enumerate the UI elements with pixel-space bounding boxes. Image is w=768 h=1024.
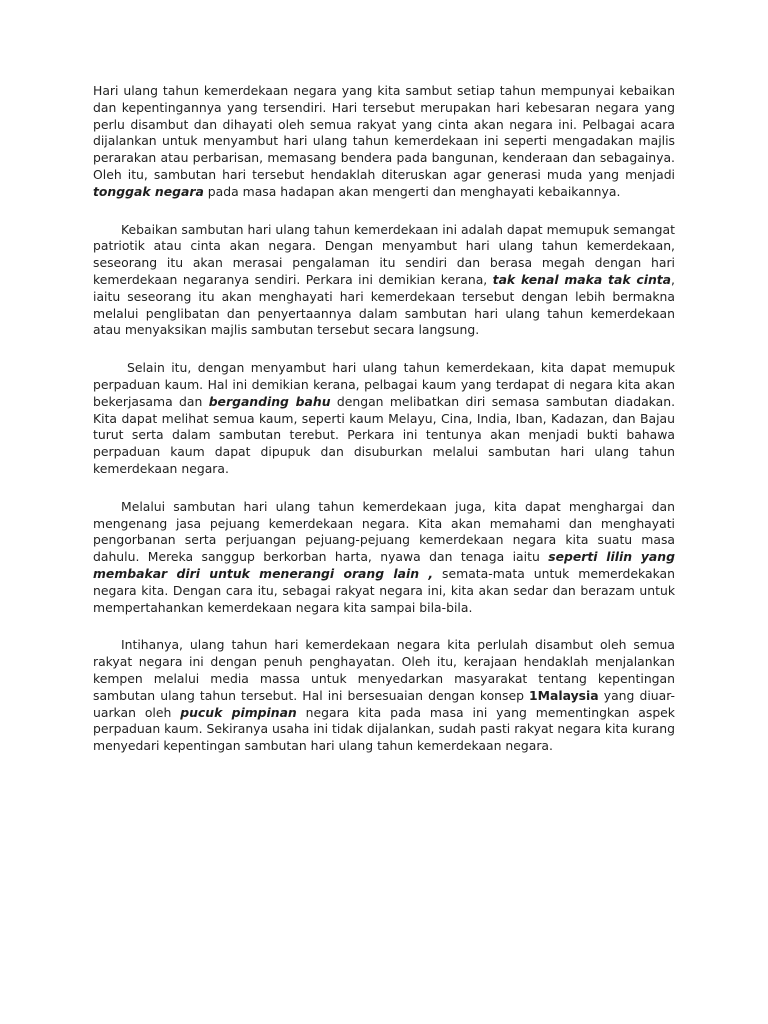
paragraph-point-unity [93,360,675,478]
paragraph-text: Hari ulang tahun kemerdekaan negara yang kita sambut setiap tahun mempunyai kebaikan dan kepentingannya yang tersendiri. Hari tersebut merupakan hari kebesaran negara yang perlu disambut dan dihayati oleh semua rakyat yang cinta akan negara ini. Pelbagai acara dijalankan untuk menyambut hari ulang tahun kemerdekaan ini seperti mengadakan majlis perarakan atau perbarisan, memasang bendera pada bangunan, kenderaan dan sebagainya. Oleh itu, sambutan hari tersebut hendaklah diteruskan agar generasi muda yang menjadi [93,83,675,182]
paragraph-text: Intihanya, ulang tahun hari kemerdekaan negara kita perlulah disambut oleh semua rakyat negara ini dengan penuh penghayatan. Oleh itu, kerajaan hendaklah menjalankan kempen melalui media massa untuk menyedarkan masyarakat tentang kepentingan sambutan ulang tahun tersebut. Hal ini bersesuaian dengan konsep [93,637,675,703]
paragraph-text: Melalui sambutan hari ulang tahun kemerdekaan juga, kita dapat menghargai dan mengenang jasa pejuang kemerdekaan negara. Kita akan memahami dan menghayati pengorbanan serta perjuangan pejuang-pejuang kemerdekaan negara kita suatu masa dahulu. Mereka sanggup berkorban harta, nyawa dan tenaga iaitu [93,498,675,565]
paragraph-conclusion [93,637,675,755]
paragraph-point-heroes [93,499,675,617]
paragraph-introduction [93,83,675,201]
emphasis-phrase: seperti lilin yang membakar diri untuk menerangi orang lain , [93,549,675,581]
paragraph-text: negara kita pada masa ini yang mementingkan aspek perpaduan kaum. Sekiranya usaha ini tidak dijalankan, sudah pasti rakyat negara kita kurang menyedari kepentingan sambutan hari ulang tahun kemerdekaan negara. [93,704,675,754]
bold-term: 1Malaysia [529,687,599,703]
paragraph-text: pada masa hadapan akan mengerti dan menghayati kebaikannya. [203,183,621,199]
paragraph-text: semata-mata untuk memerdekakan negara kita. Dengan cara itu, sebagai rakyat negara ini, kita akan sedar dan berazam untuk mempertahankan kemerdekaan negara kita sampai bila-bila. [93,565,675,615]
emphasis-phrase: pucuk pimpinan [180,704,297,720]
paragraph-point-patriotism [93,222,675,340]
paragraph-text: dengan melibatkan diri semasa sambutan diadakan. Kita dapat melihat semua kaum, seperti kaum Melayu, Cina, India, Iban, Kadazan, dan Bajau turut serta dalam sambutan terebut. Perkara ini tentunya akan menjadi bukti bahawa perpaduan kaum dapat dipupuk dan disuburkan melalui sambutan hari ulang tahun kemerdekaan negara. [93,393,676,476]
emphasis-phrase: tak kenal maka tak cinta [492,271,672,287]
paragraph-text: Kebaikan sambutan hari ulang tahun kemerdekaan ini adalah dapat memupuk semangat patriotik atau cinta akan negara. Dengan menyambut hari ulang tahun kemerdekaan, seseorang itu akan merasai pengalaman itu sendiri dan berasa megah dengan hari kemerdekaan negaranya sendiri. Perkara ini demikian kerana, [93,221,675,287]
paragraph-text: , iaitu seseorang itu akan menghayati hari kemerdekaan tersebut dengan lebih bermakna melalui penglibatan dan penyertaannya dalam sambutan hari ulang tahun kemerdekaan atau menyaksikan majlis sambutan tersebut secara langsung. [93,271,675,338]
emphasis-phrase: tonggak negara [93,183,204,199]
emphasis-phrase: berganding bahu [208,393,331,409]
paragraph-text: yang diuar-uarkan oleh [93,687,676,720]
paragraph-text: Selain itu, dengan menyambut hari ulang tahun kemerdekaan, kita dapat memupuk perpaduan kaum. Hal ini demikian kerana, pelbagai kaum yang terdapat di negara kita akan bekerjasama dan [93,360,675,409]
